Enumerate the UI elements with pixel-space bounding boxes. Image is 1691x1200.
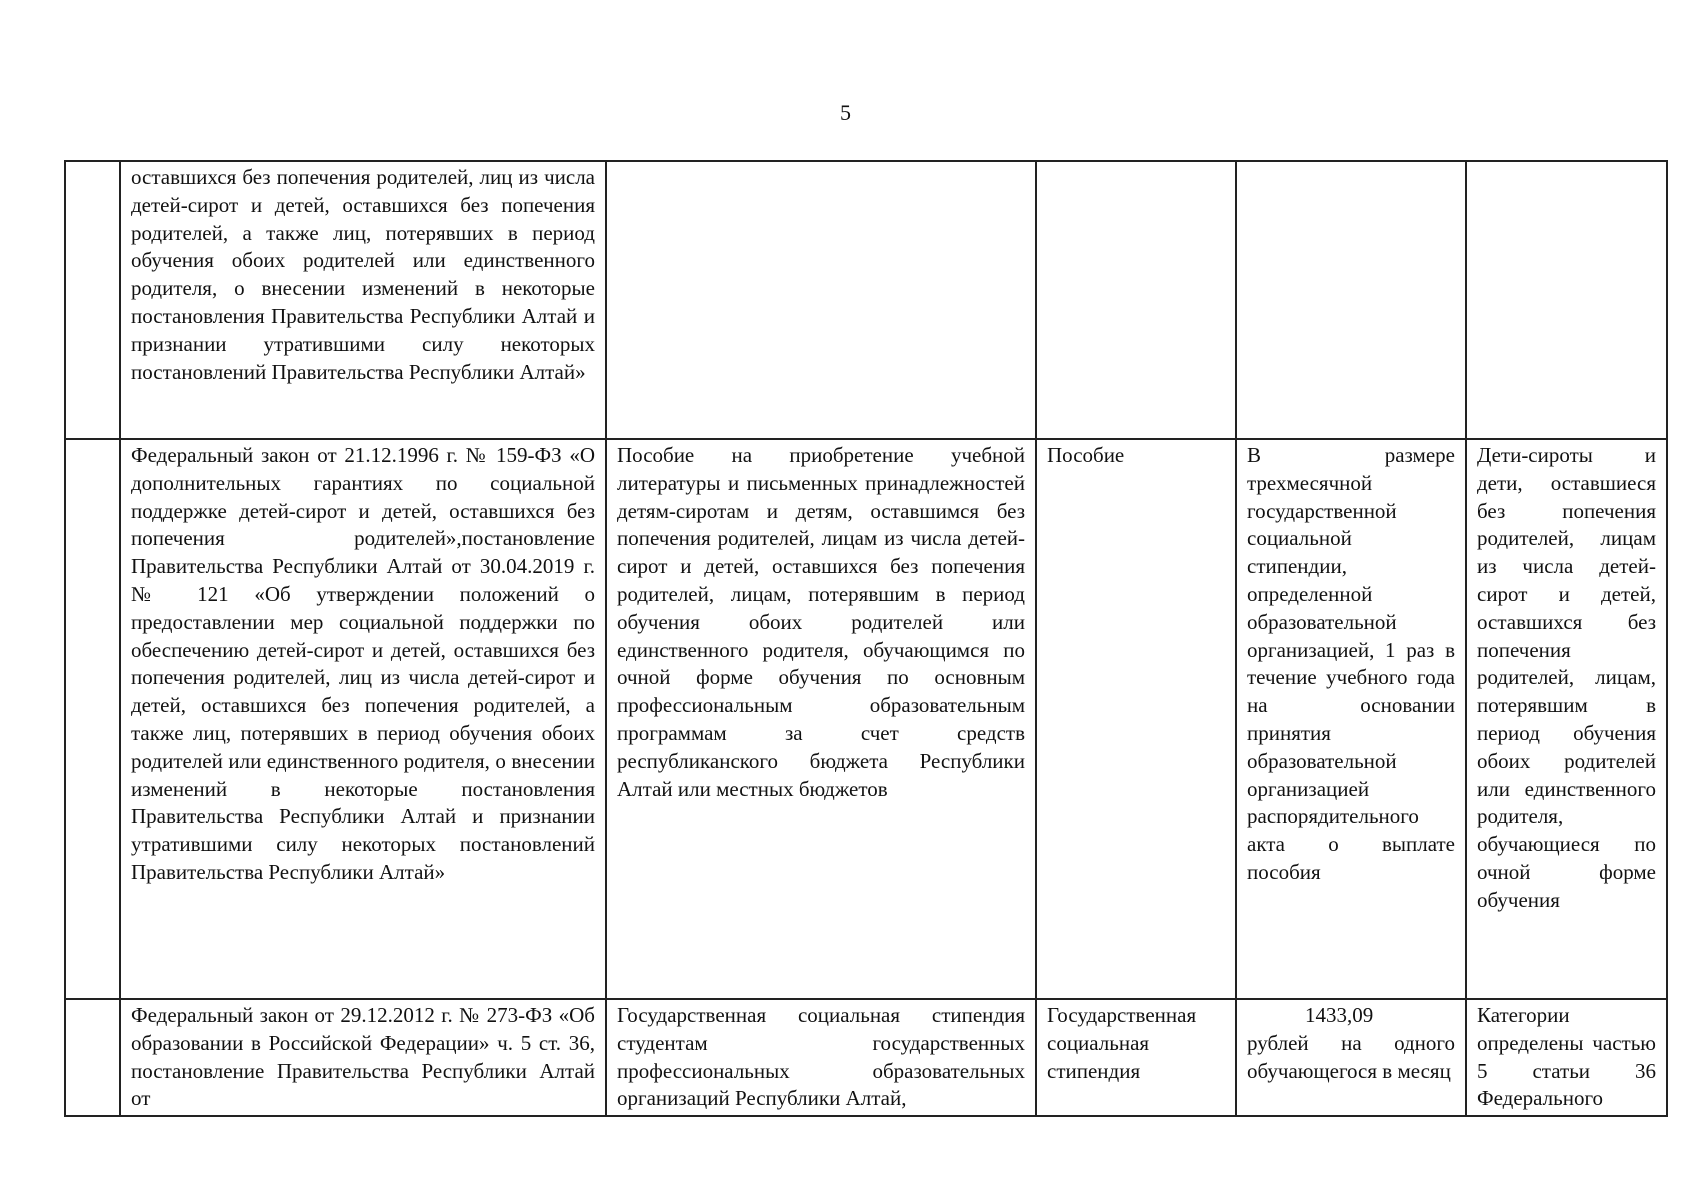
amount-cell	[1236, 999, 1466, 1116]
measure-name-cell	[606, 161, 1036, 439]
legal-basis-cell: оставшихся без попечения родителей, лиц из числа детей-сирот и детей, оставшихся без попечения родителей, а также лиц, потерявших в период обучения обоих родителей или единственного родителя, о внесении изменений в некоторые постановления Правительства Республики Алтай и признании утратившими силу некоторых постановлений Правительства Республики Алтай»	[120, 161, 606, 439]
form-cell: Пособие	[1036, 439, 1236, 999]
legal-basis-cell: Федеральный закон от 29.12.2012 г. № 273-ФЗ «Об образовании в Российской Федерации» ч. 5 ст. 36, постановление Правительства Республики Алтай от	[120, 999, 606, 1116]
form-cell: Государственная социальная стипендия	[1036, 999, 1236, 1116]
amount-unit: рублей на одного обучающегося в месяц	[1247, 1030, 1455, 1083]
page-number: 5	[840, 100, 851, 125]
amount-cell	[1236, 161, 1466, 439]
row-number-cell	[65, 161, 120, 439]
recipients-cell	[1466, 161, 1667, 439]
recipients-cell: Дети-сироты и дети, оставшиеся без попечения родителей, лицам из числа детей-сирот и детей, оставшихся без попечения родителей, лицам, потерявшим в период обучения обоих родителей или единственного родителя, обучающиеся по очной форме обучения	[1466, 439, 1667, 999]
measure-name-cell: Государственная социальная стипендия студентам государственных профессиональных образовательных организаций Республики Алтай,	[606, 999, 1036, 1116]
measure-name-cell: Пособие на приобретение учебной литературы и письменных принадлежностей детям-сиротам и детям, оставшимся без попечения родителей, лицам из числа детей-сирот и детей, оставшихся без попечения родителей, лицам, потерявшим в период обучения обоих родителей или единственного родителя, обучающимся по очной форме обучения по основным профессиональным образовательным программам за счет средств республиканского бюджета Республики Алтай или местных бюджетов	[606, 439, 1036, 999]
amount-value: 1433,09	[1305, 1003, 1374, 1027]
benefits-table	[64, 160, 1668, 1117]
form-cell	[1036, 161, 1236, 439]
row-number-cell	[65, 439, 120, 999]
table-row	[65, 439, 1667, 999]
recipients-cell: Категории определены частью 5 статьи 36 Федерального	[1466, 999, 1667, 1116]
row-number-cell	[65, 999, 120, 1116]
table-row	[65, 999, 1667, 1116]
amount-cell: В размере трехмесячной государственной социальной стипендии, определенной образовательной организацией, 1 раз в течение учебного года на основании принятия образовательной организацией распорядительного акта о выплате пособия	[1236, 439, 1466, 999]
table-row	[65, 161, 1667, 439]
legal-basis-cell: Федеральный закон от 21.12.1996 г. № 159-ФЗ «О дополнительных гарантиях по социальной поддержке детей-сирот и детей, оставшихся без попечения родителей»,постановление Правительства Республики Алтай от 30.04.2019 г. № 121 «Об утверждении положений о предоставлении мер социальной поддержки по обеспечению детей-сирот и детей, оставшихся без попечения родителей, лиц из числа детей-сирот и детей, оставшихся без попечения родителей, а также лиц, потерявших в период обучения обоих родителей или единственного родителя, о внесении изменений в некоторые постановления Правительства Республики Алтай и признании утратившими силу некоторых постановлений Правительства Республики Алтай»	[120, 439, 606, 999]
